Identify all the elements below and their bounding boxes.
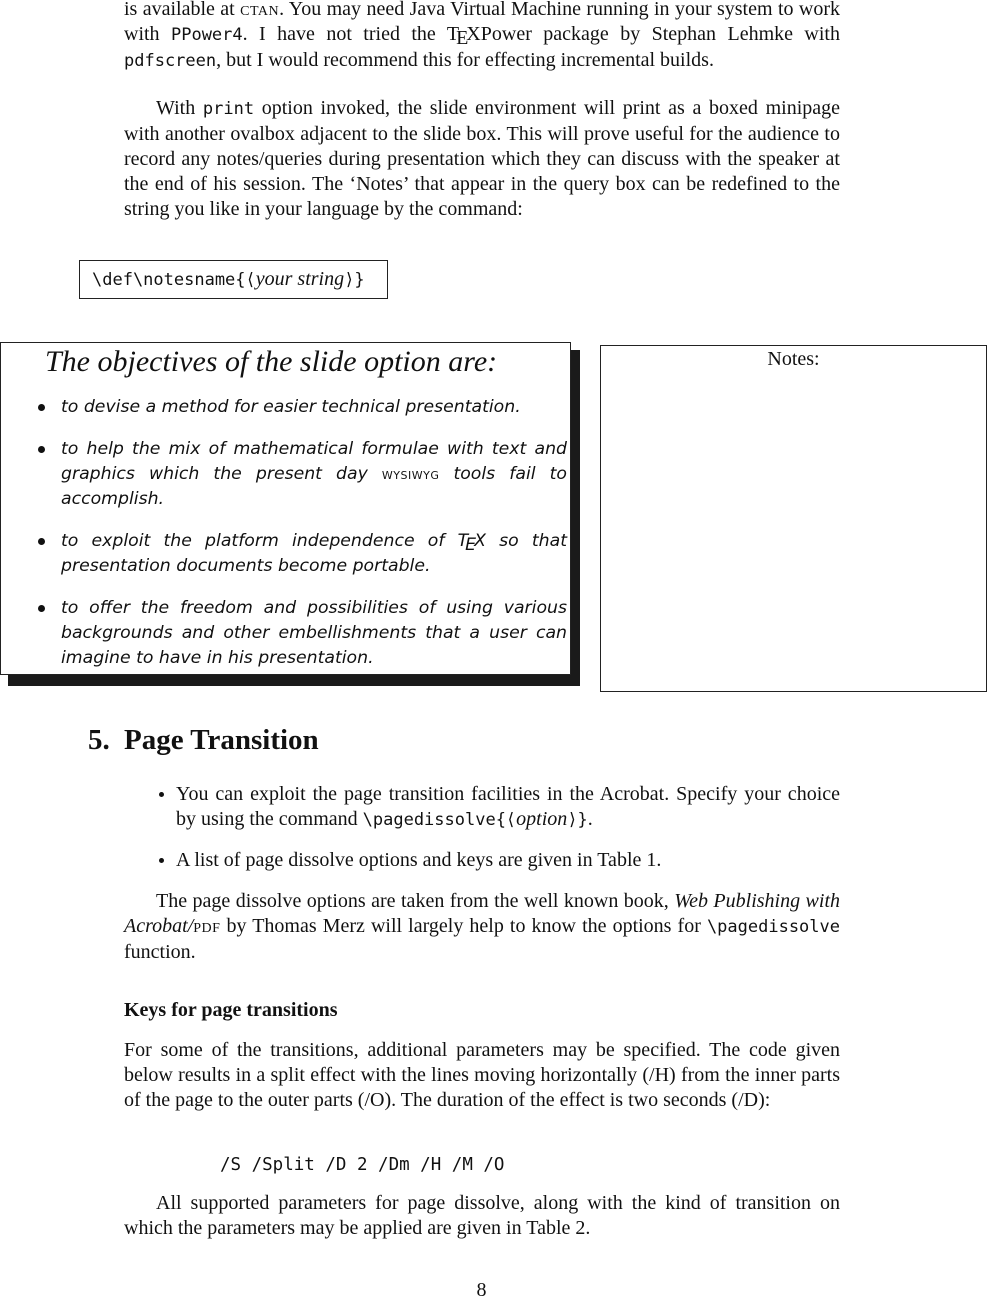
bullet-icon: [159, 858, 164, 863]
list-item: to exploit the platform independence of TEX so that presentation documents become portable.: [1, 529, 572, 579]
transition-keys-paragraph: For some of the transitions, additional parameters may be specified. The code given below results in a split effect with the lines moving horizontally (/H) from the inner parts of the page to the outer parts (/O). The duration of the effect is two seconds (/D):: [124, 1039, 840, 1111]
slide-title: The objectives of the slide option are:: [45, 345, 498, 378]
supported-parameters-paragraph: All supported parameters for page dissolve, along with the kind of transition on which the parameters may be applied are given in Table 2.: [124, 1192, 840, 1239]
bullet-icon: [38, 538, 45, 545]
notesname-command-box: \def\notesname{⟨your string⟩}: [79, 260, 388, 299]
section-title: Page Transition: [124, 724, 319, 756]
list-item: to devise a method for easier technical presentation.: [1, 395, 572, 420]
pdfscreen-code: pdfscreen: [124, 51, 217, 71]
page-number: 8: [476, 1279, 487, 1301]
notes-label: Notes:: [767, 348, 820, 370]
page-transition-list: [176, 782, 840, 888]
list-item: A list of page dissolve options and keys are given in Table 1.: [176, 848, 840, 873]
notes-box: [600, 345, 987, 692]
list-item: to help the mix of mathematical formulae with text and graphics which the present day wysiwyg tools fail to accomplish.: [1, 437, 572, 512]
list-item: You can exploit the page transition facilities in the Acrobat. Specify your choice by using the command \pagedissolve{⟨option⟩}.: [176, 782, 840, 833]
code-example: /S /Split /D 2 /Dm /H /M /O: [220, 1155, 505, 1175]
bullet-icon: [159, 792, 164, 797]
intro-paragraph: is available at ctan. You may need Java Virtual Machine running in your system to work with PPower4. I have not tried the TEXPower package by Stephan Lehmke with pdfscreen, but I would recommend this for effecting incremental builds.: [124, 0, 840, 71]
ppower-code: PPower4: [170, 25, 243, 45]
slide-box: [0, 342, 571, 675]
tex-logo: TEX: [457, 531, 486, 555]
bullet-icon: [38, 446, 45, 453]
tex-logo: TEX: [446, 23, 481, 49]
page-dissolve-paragraph: The page dissolve options are taken from the well known book, Web Publishing with Acrobat/pdf by Thomas Merz will largely help to know the options for \pagedissolve function.: [124, 890, 841, 963]
section-number: 5.: [88, 724, 110, 756]
list-item: to offer the freedom and possibilities of using various backgrounds and other embellishments that a user can imagine to have in his presentation.: [1, 596, 572, 671]
subsection-heading: Keys for page transitions: [124, 999, 338, 1021]
bullet-icon: [38, 404, 45, 411]
ctan-acronym: ctan: [240, 0, 280, 20]
print-option-paragraph: With print option invoked, the slide environment will print as a boxed minipage with another ovalbox adjacent to the slide box. This will prove useful for the audience to record any notes/queries during presentation which they can discuss with the speaker at the end of his session. The ‘Notes’ that appear in the query box can be redefined to the string you like in your language by the command:: [124, 97, 841, 220]
slide-objectives-list: [1, 395, 572, 688]
section-heading: [88, 722, 319, 758]
print-code: print: [202, 99, 255, 119]
book-title: Web Publishing with Acrobat/: [124, 890, 841, 937]
bullet-icon: [38, 605, 45, 612]
